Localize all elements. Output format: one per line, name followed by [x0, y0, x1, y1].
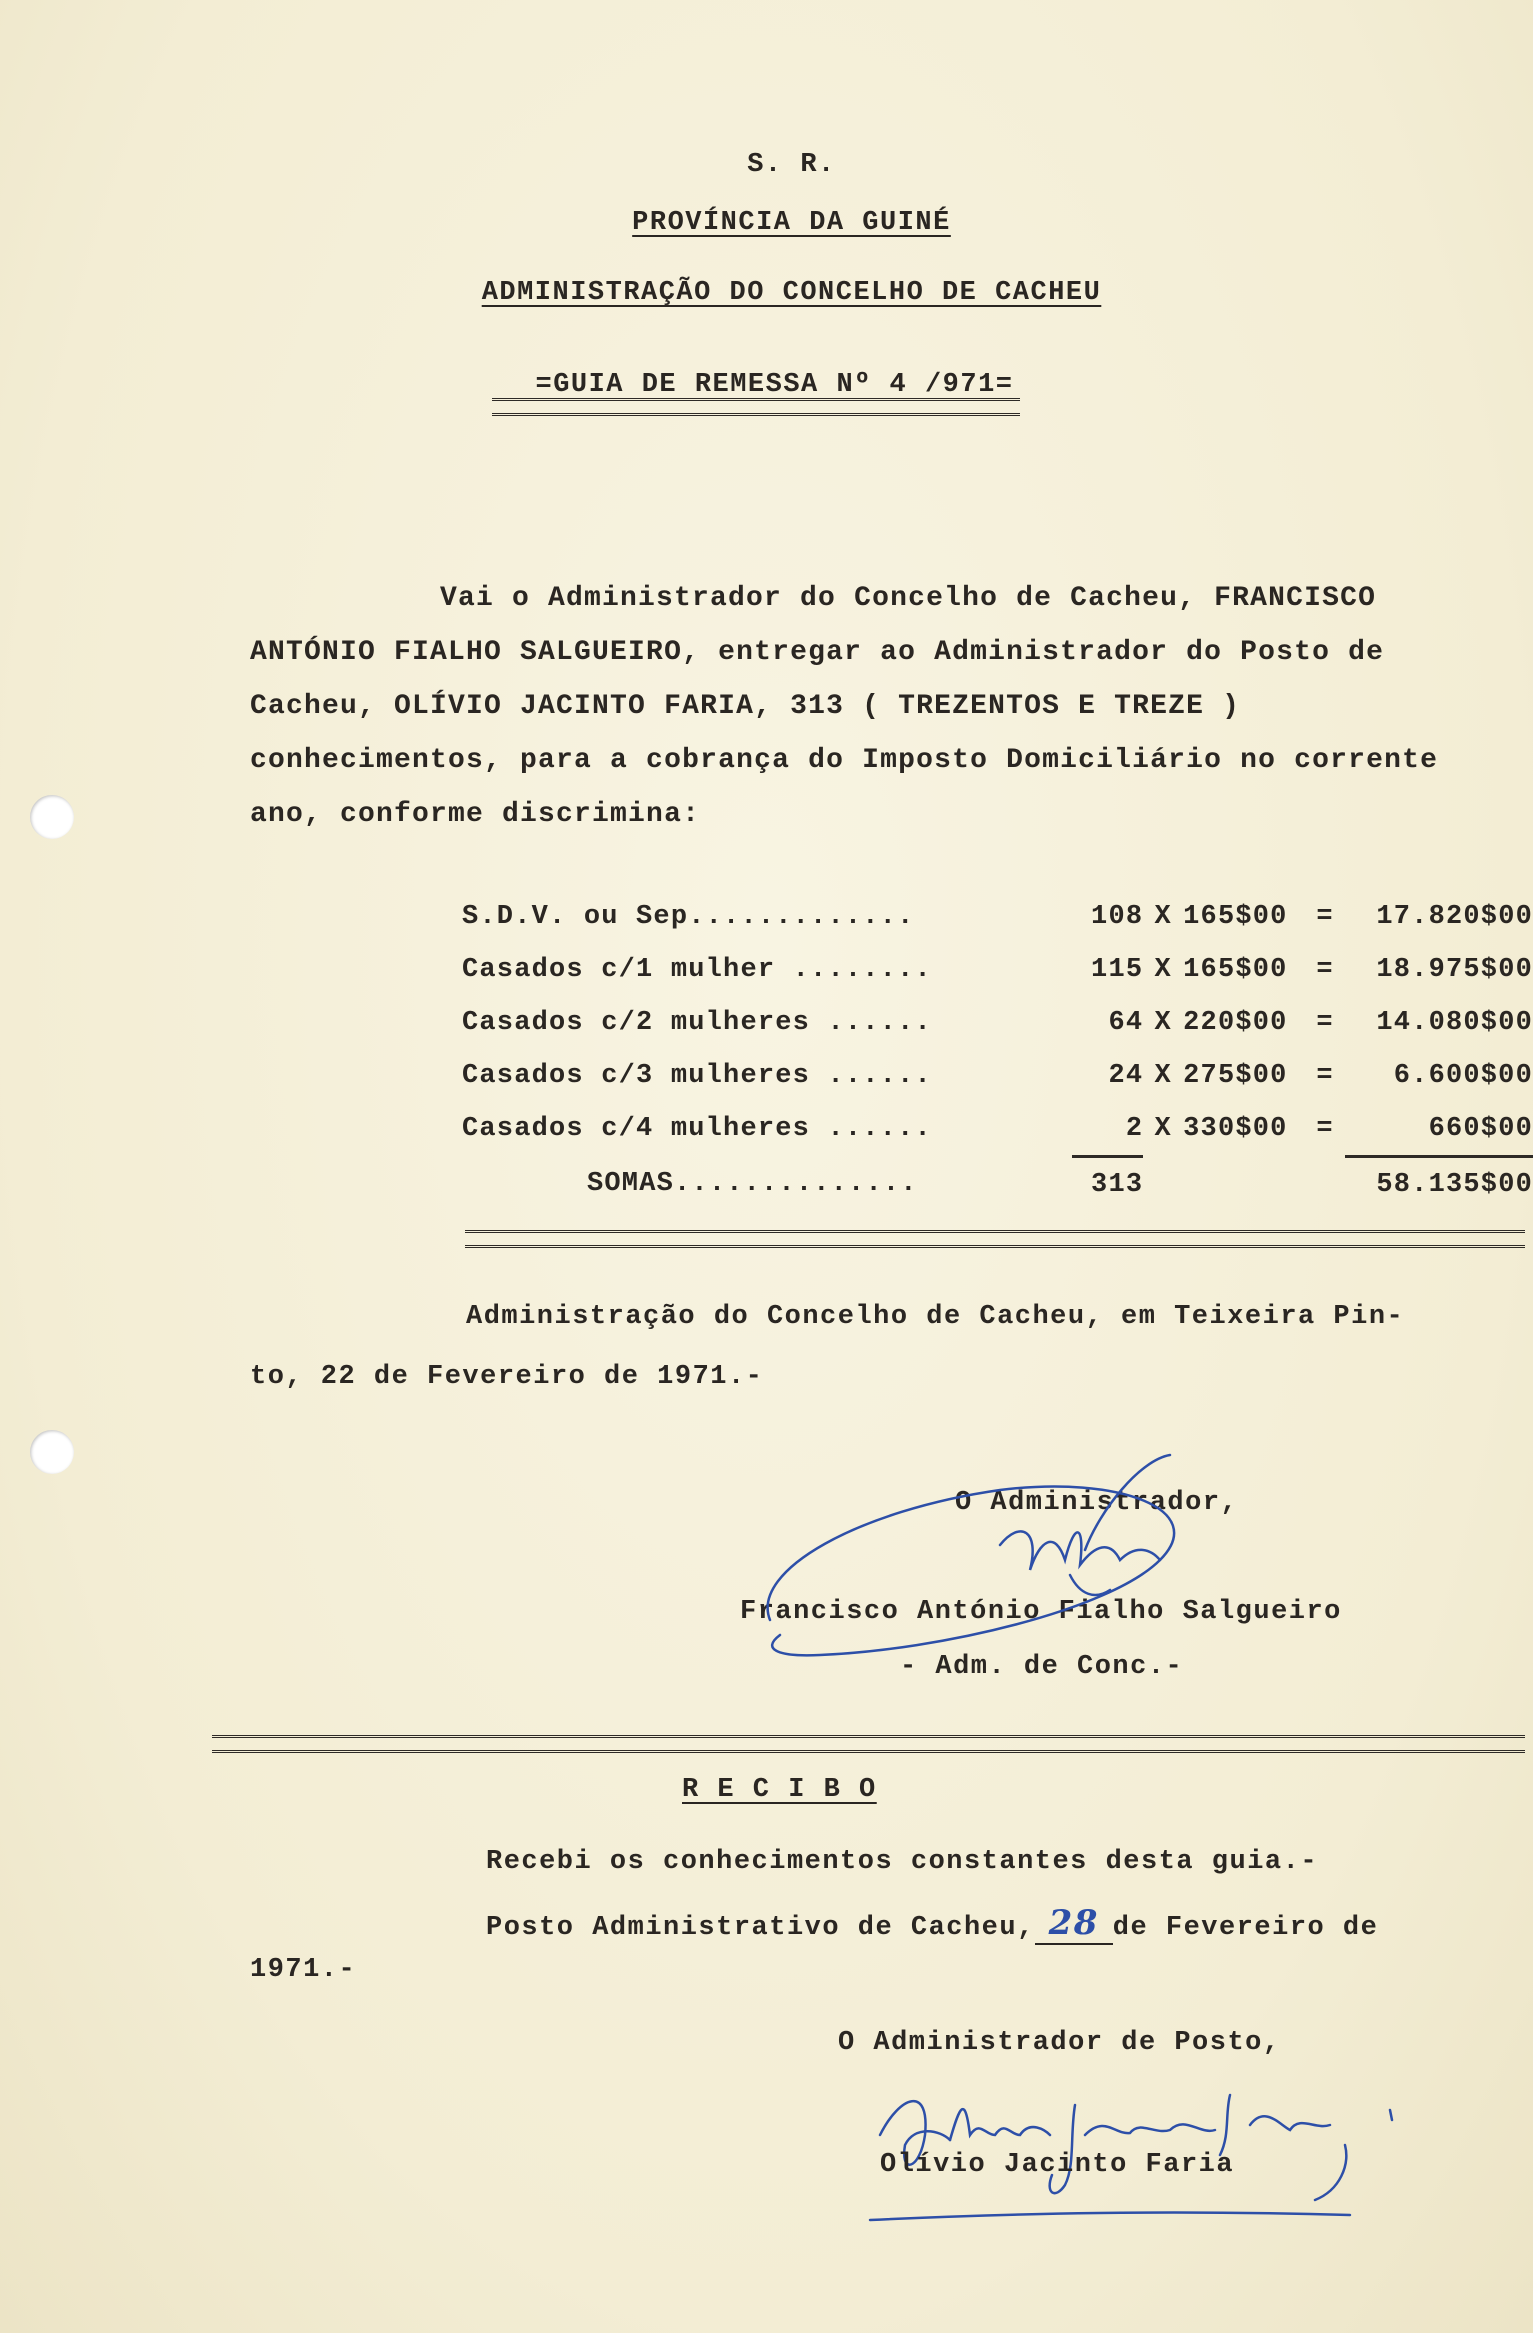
row-price: 220$00 [1183, 1007, 1288, 1038]
header-province: PROVÍNCIA DA GUINÉ [632, 208, 951, 238]
sum-label: SOMAS.............. [587, 1168, 918, 1199]
header-guia: =GUIA DE REMESSA Nº 4 /971= [535, 370, 1014, 400]
row-qty: 115 [1091, 954, 1144, 985]
signature2-role: O Administrador de Posto, [838, 2028, 1281, 2058]
signature1-name: Francisco António Fialho Salgueiro [740, 1597, 1342, 1627]
section-double-rule [212, 1735, 1525, 1753]
row-total: 660$00 [1345, 1102, 1533, 1157]
receipt-line3: 1971.- [250, 1955, 357, 1985]
dateline-line1: Administração do Concelho de Cacheu, em Teixeira Pin- [466, 1302, 1405, 1332]
sum-total: 58.135$00 [1376, 1169, 1533, 1200]
receipt-line2 [486, 1903, 1378, 1945]
sum-row [462, 1157, 1533, 1212]
header-administration: ADMINISTRAÇÃO DO CONCELHO DE CACHEU [481, 278, 1102, 308]
row-price: 165$00 [1183, 954, 1288, 985]
table-row [462, 1102, 1533, 1157]
row-qty: 2 [1072, 1102, 1143, 1157]
table-row [462, 1049, 1533, 1102]
signature1-role: O Administrador, [955, 1488, 1239, 1518]
row-equals: = [1316, 954, 1334, 985]
table-row [462, 890, 1533, 943]
row-qty: 108 [1091, 901, 1144, 932]
row-label: S.D.V. ou Sep............. [462, 901, 915, 932]
table-row [462, 943, 1533, 996]
row-equals: = [1316, 1114, 1334, 1145]
row-times: X [1154, 1060, 1172, 1091]
row-price: 165$00 [1183, 901, 1288, 932]
row-label: Casados c/3 mulheres ...... [462, 1060, 932, 1091]
punch-hole-top [30, 795, 74, 839]
receipt-day-handwritten: 28 [1035, 1903, 1113, 1945]
row-total: 14.080$00 [1376, 1007, 1533, 1038]
signature1-handwritten [740, 1450, 1280, 1695]
table-double-rule [465, 1230, 1525, 1248]
row-total: 6.600$00 [1393, 1060, 1533, 1091]
row-label: Casados c/4 mulheres ...... [462, 1114, 932, 1145]
dateline-line2: to, 22 de Fevereiro de 1971.- [250, 1362, 764, 1392]
body-paragraph [250, 572, 1480, 842]
row-equals: = [1316, 901, 1334, 932]
header-sr: S. R. [747, 150, 836, 180]
punch-hole-bottom [30, 1430, 74, 1474]
receipt-line1: Recebi os conhecimentos constantes desta guia.- [486, 1847, 1319, 1877]
row-total: 17.820$00 [1376, 901, 1533, 932]
sum-qty: 313 [1091, 1169, 1144, 1200]
signature1-title: - Adm. de Conc.- [900, 1652, 1184, 1682]
row-label: Casados c/1 mulher ........ [462, 954, 932, 985]
items-table [462, 890, 1533, 1211]
receipt-heading: R E C I B O [682, 1775, 877, 1805]
body-paragraph-text: Vai o Administrador do Concelho de Cacheu, FRANCISCO ANTÓNIO FIALHO SALGUEIRO, entregar ao Administrador do Posto de Cacheu, OLÍVIO JACINTO FARIA, 313 ( TREZENTOS E TREZE ) conhecimentos, para a cobrança do Imposto Domiciliário no corrente ano, conforme discrimina: [250, 583, 1439, 830]
row-price: 275$00 [1183, 1060, 1288, 1091]
row-times: X [1154, 1114, 1172, 1145]
row-equals: = [1316, 1060, 1334, 1091]
row-times: X [1154, 901, 1172, 932]
receipt-line2-end: de Fevereiro de [1112, 1913, 1379, 1943]
row-qty: 64 [1108, 1007, 1144, 1038]
table-row [462, 996, 1533, 1049]
row-price: 330$00 [1183, 1114, 1288, 1145]
row-times: X [1154, 1007, 1172, 1038]
row-equals: = [1316, 1007, 1334, 1038]
signature2-name: Olívio Jacinto Faria [880, 2150, 1235, 2180]
row-label: Casados c/2 mulheres ...... [462, 1007, 932, 1038]
row-times: X [1154, 954, 1172, 985]
receipt-line2-start: Posto Administrativo de Cacheu, [486, 1913, 1035, 1943]
row-qty: 24 [1108, 1060, 1144, 1091]
guia-double-rule [492, 398, 1020, 416]
row-total: 18.975$00 [1376, 954, 1533, 985]
